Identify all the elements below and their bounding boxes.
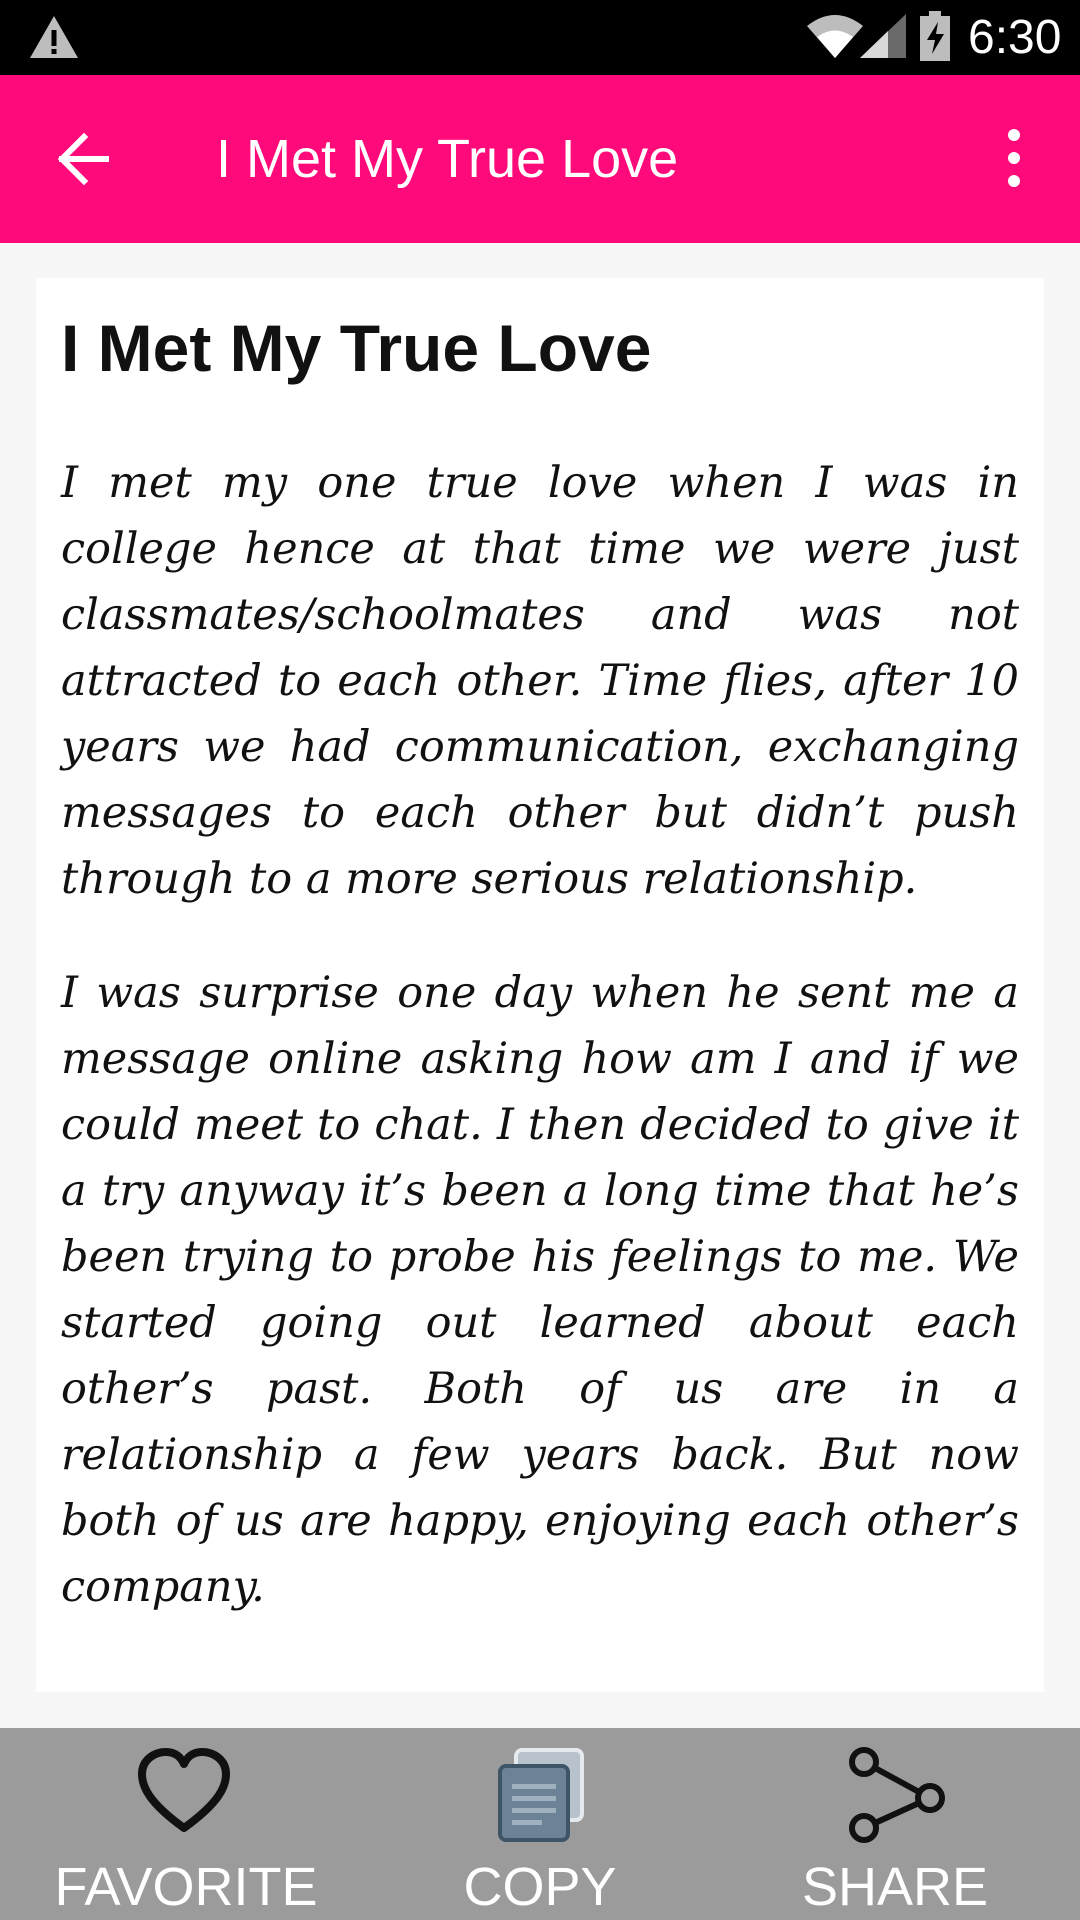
- bottom-action-bar: [0, 1728, 1080, 1920]
- share-icon: [842, 1744, 948, 1844]
- article-card[interactable]: [36, 278, 1044, 1692]
- favorite-button[interactable]: [36, 1728, 336, 1920]
- article-heading: I Met My True Love: [61, 311, 652, 385]
- warning-icon: [28, 14, 80, 60]
- share-button[interactable]: [750, 1728, 1040, 1920]
- app-bar: [0, 75, 1080, 243]
- article-paragraph: I met my one true love when I was in college hence at that time we were just classmates/schoolmates and was not attracted to each other. Time flies, after 10 years we had communication, exchanging messages to each other but didn’t push through to a more serious relationship.: [61, 458, 1019, 904]
- favorite-label: FAVORITE: [54, 1857, 318, 1917]
- heart-icon: [136, 1744, 232, 1840]
- overflow-menu-icon[interactable]: [996, 125, 1032, 191]
- article-paragraph: I was surprise one day when he sent me a message online asking how am I and if we could meet to chat. I then decided to give it a try anyway it’s been a long time that he’s been trying to probe his feelings to me. We started going out learned about each other’s past. Both of us are in a relationship a few years back. But now both of us are happy, enjoying each other’s company.: [61, 968, 1019, 1612]
- app-bar-title: I Met My True Love: [216, 129, 679, 189]
- article-body: [61, 450, 1019, 1668]
- share-label: SHARE: [801, 1857, 989, 1917]
- copy-button[interactable]: [400, 1728, 680, 1920]
- wifi-icon: [805, 12, 865, 60]
- copy-icon: [492, 1744, 592, 1844]
- copy-label: COPY: [463, 1857, 617, 1917]
- battery-charging-icon: [918, 10, 952, 62]
- back-arrow-icon[interactable]: [54, 129, 114, 189]
- signal-icon: [858, 12, 908, 60]
- status-time: 6:30: [968, 11, 1062, 64]
- status-bar: [0, 0, 1080, 75]
